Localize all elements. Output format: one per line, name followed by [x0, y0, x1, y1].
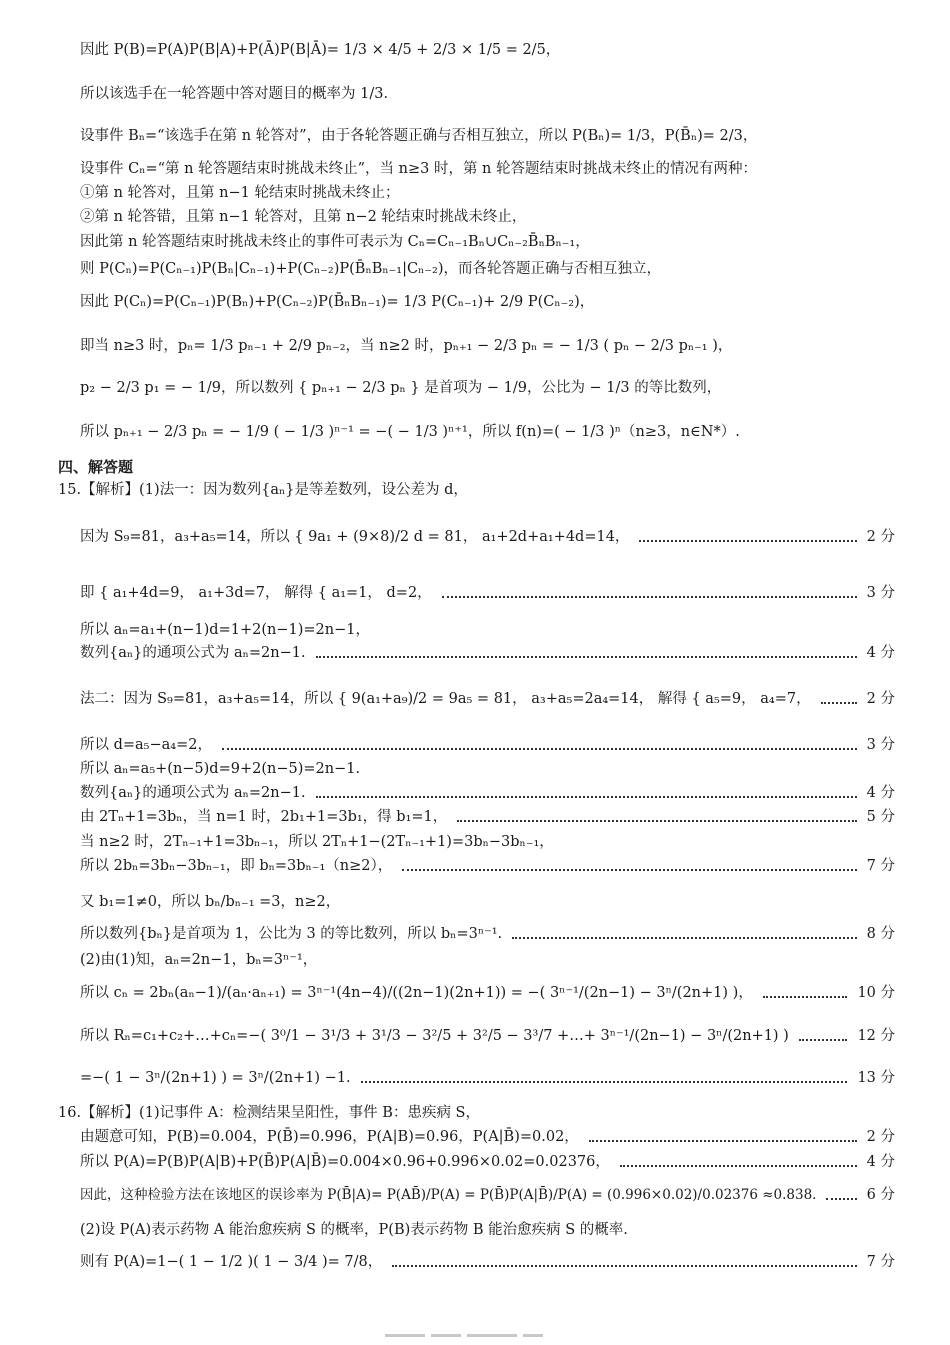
page-footer-mark — [385, 1322, 565, 1328]
q15-row — [80, 643, 895, 663]
q16-row — [80, 1152, 895, 1172]
q15-row — [80, 1068, 895, 1088]
score-label: 7 分 — [866, 858, 895, 874]
row-text: 所以 P(A)=P(B)P(A|B)+P(B̄)P(A|B̄)=0.004×0.96+0.996×0.02=0.02376， — [80, 1154, 610, 1170]
row-text: 15.【解析】(1)法一：因为数列{aₙ}是等差数列，设公差为 d， — [58, 482, 468, 498]
score-label: 3 分 — [866, 737, 895, 753]
q15-row — [80, 983, 895, 1003]
q16-row — [80, 1220, 895, 1240]
row-text: 因此，这种检验方法在该地区的误诊率为 P(B̄|A)= P(AB̄)/P(A) = P(B̄)P(A|B̄)/P(A) = (0.996×0.02)/0.02376 ≈0.838. — [80, 1187, 817, 1203]
row-text: 即 { a₁+4d=9， a₁+3d=7， 解得 { a₁=1， d=2， — [80, 585, 432, 601]
score-label: 13 分 — [857, 1070, 895, 1086]
score-label: 2 分 — [866, 1129, 895, 1145]
text-line: 因此 P(B)=P(A)P(B|A)+P(Ā)P(B|Ā)= 1/3 × 4/5 + 2/3 × 1/5 = 2/5， — [80, 42, 561, 58]
row-text: 由 2Tₙ+1=3bₙ，当 n=1 时，2b₁+1=3b₁，得 b₁=1， — [80, 809, 448, 825]
row-text: =−( 1 − 3ⁿ/(2n+1) ) = 3ⁿ/(2n+1) −1. — [80, 1070, 351, 1086]
dotted-leader — [512, 937, 857, 939]
score-label: 4 分 — [866, 1154, 895, 1170]
row-text: 所以 aₙ=a₁+(n−1)d=1+2(n−1)=2n−1， — [80, 622, 370, 638]
q15-row — [80, 527, 895, 547]
row-text: 所以 cₙ = 2bₙ(aₙ−1)/(aₙ·aₙ₊₁) = 3ⁿ⁻¹(4n−4)/((2n−1)(2n+1)) = −( 3ⁿ⁻¹/(2n−1) − 3ⁿ/(2n+1) )， — [80, 985, 753, 1001]
row-text: 所以 Rₙ=c₁+c₂+…+cₙ=−( 3⁰/1 − 3¹/3 + 3¹/3 − 3²/5 + 3²/5 − 3³/7 +…+ 3ⁿ⁻¹/(2n−1) − 3ⁿ/(2n+1) ) — [80, 1028, 789, 1044]
dotted-leader — [620, 1165, 857, 1167]
text-line: ①第 n 轮答对，且第 n−1 轮结束时挑战未终止； — [80, 185, 400, 201]
dotted-leader — [316, 656, 857, 658]
q15-row — [80, 1026, 895, 1046]
text-line: 所以该选手在一轮答题中答对题目的概率为 1/3. — [80, 86, 389, 102]
text-line: p₂ − 2/3 p₁ = − 1/9，所以数列 { pₙ₊₁ − 2/3 pₙ } 是首项为 − 1/9，公比为 − 1/3 的等比数列， — [80, 380, 722, 396]
dotted-leader — [589, 1140, 857, 1142]
dotted-leader — [821, 702, 857, 704]
score-label: 12 分 — [857, 1028, 895, 1044]
q15-row — [80, 735, 895, 755]
row-text: 又 b₁=1≠0，所以 bₙ/bₙ₋₁ =3，n≥2， — [80, 894, 341, 910]
q16-row — [80, 1252, 895, 1272]
row-text: (2)由(1)知，aₙ=2n−1，bₙ=3ⁿ⁻¹， — [80, 952, 318, 968]
dotted-leader — [457, 820, 857, 822]
q15-row — [80, 807, 895, 827]
text-line: 因此第 n 轮答题结束时挑战未终止的事件可表示为 Cₙ=Cₙ₋₁Bₙ∪Cₙ₋₂B̄ₙBₙ₋₁， — [80, 234, 590, 250]
q15-row — [80, 620, 895, 640]
text-line: 设事件 Cₙ=“第 n 轮答题结束时挑战未终止”，当 n≥3 时，第 n 轮答题结束时挑战未终止的情况有两种： — [80, 161, 757, 177]
text-line: ②第 n 轮答错，且第 n−1 轮答对，且第 n−2 轮结束时挑战未终止， — [80, 209, 527, 225]
section-heading: 四、解答题 — [58, 458, 134, 476]
score-label: 4 分 — [866, 785, 895, 801]
q15-row — [80, 950, 895, 970]
q15-row — [80, 759, 895, 779]
q15-row — [80, 583, 895, 603]
score-label: 3 分 — [866, 585, 895, 601]
dotted-leader — [392, 1265, 857, 1267]
q15-row — [80, 783, 895, 803]
score-label: 2 分 — [866, 691, 895, 707]
row-text: 所以 2bₙ=3bₙ−3bₙ₋₁，即 bₙ=3bₙ₋₁（n≥2）， — [80, 858, 393, 874]
dotted-leader — [826, 1198, 857, 1200]
score-label: 2 分 — [866, 529, 895, 545]
dotted-leader — [763, 996, 847, 998]
row-text: 当 n≥2 时，2Tₙ₋₁+1=3bₙ₋₁，所以 2Tₙ+1−(2Tₙ₋₁+1)=3bₙ−3bₙ₋₁， — [80, 834, 554, 850]
text-line: 所以 pₙ₊₁ − 2/3 pₙ = − 1/9 ( − 1/3 )ⁿ⁻¹ = −( − 1/3 )ⁿ⁺¹，所以 f(n)=( − 1/3 )ⁿ（n≥3，n∈N*）. — [80, 424, 740, 440]
row-text: 法二：因为 S₉=81，a₃+a₅=14，所以 { 9(a₁+a₉)/2 = 9a₅ = 81， a₃+a₅=2a₄=14， 解得 { a₅=9， a₄=7， — [80, 691, 811, 707]
row-text: 所以 aₙ=a₅+(n−5)d=9+2(n−5)=2n−1. — [80, 761, 361, 777]
text-line: 则 P(Cₙ)=P(Cₙ₋₁)P(Bₙ|Cₙ₋₁)+P(Cₙ₋₂)P(B̄ₙBₙ₋₁|Cₙ₋₂)，而各轮答题正确与否相互独立， — [80, 261, 661, 277]
score-label: 7 分 — [866, 1254, 895, 1270]
q16-row — [80, 1185, 895, 1205]
q16-row — [80, 1127, 895, 1147]
row-text: 16.【解析】(1)记事件 A：检测结果呈阳性，事件 B：患疾病 S， — [58, 1105, 480, 1121]
q15-row — [80, 856, 895, 876]
score-label: 10 分 — [857, 985, 895, 1001]
score-label: 6 分 — [866, 1187, 895, 1203]
dotted-leader — [361, 1081, 847, 1083]
score-label: 4 分 — [866, 645, 895, 661]
q15-row — [80, 832, 895, 852]
row-text: 数列{aₙ}的通项公式为 aₙ=2n−1. — [80, 645, 306, 661]
row-text: 所以 d=a₅−a₄=2， — [80, 737, 212, 753]
score-label: 5 分 — [866, 809, 895, 825]
row-text: 所以数列{bₙ}是首项为 1，公比为 3 的等比数列，所以 bₙ=3ⁿ⁻¹. — [80, 926, 503, 942]
row-text: 因为 S₉=81，a₃+a₅=14，所以 { 9a₁ + (9×8)/2 d = 81， a₁+2d+a₁+4d=14， — [80, 529, 630, 545]
dotted-leader — [442, 596, 857, 598]
dotted-leader — [402, 869, 857, 871]
score-label: 8 分 — [866, 926, 895, 942]
row-text: 则有 P(A)=1−( 1 − 1/2 )( 1 − 3/4 )= 7/8， — [80, 1254, 383, 1270]
text-line: 因此 P(Cₙ)=P(Cₙ₋₁)P(Bₙ)+P(Cₙ₋₂)P(B̄ₙBₙ₋₁)= 1/3 P(Cₙ₋₁)+ 2/9 P(Cₙ₋₂)， — [80, 294, 595, 310]
text-line: 设事件 Bₙ=“该选手在第 n 轮答对”，由于各轮答题正确与否相互独立，所以 P(Bₙ)= 1/3，P(B̄ₙ)= 2/3， — [80, 128, 758, 144]
q16-row — [58, 1103, 895, 1123]
q15-row — [80, 924, 895, 944]
dotted-leader — [639, 540, 857, 542]
q15-row — [58, 480, 895, 500]
dotted-leader — [799, 1039, 847, 1041]
dotted-leader — [316, 796, 857, 798]
row-text: (2)设 P(A)表示药物 A 能治愈疾病 S 的概率，P(B)表示药物 B 能治愈疾病 S 的概率. — [80, 1222, 628, 1238]
row-text: 由题意可知，P(B)=0.004，P(B̄)=0.996，P(A|B)=0.96，P(A|B̄)=0.02， — [80, 1129, 579, 1145]
dotted-leader — [222, 748, 857, 750]
q15-row — [80, 892, 895, 912]
q15-row — [80, 689, 895, 709]
row-text: 数列{aₙ}的通项公式为 aₙ=2n−1. — [80, 785, 306, 801]
text-line: 即当 n≥3 时，pₙ= 1/3 pₙ₋₁ + 2/9 pₙ₋₂，当 n≥2 时，pₙ₊₁ − 2/3 pₙ = − 1/3 ( pₙ − 2/3 pₙ₋₁ )， — [80, 338, 733, 354]
